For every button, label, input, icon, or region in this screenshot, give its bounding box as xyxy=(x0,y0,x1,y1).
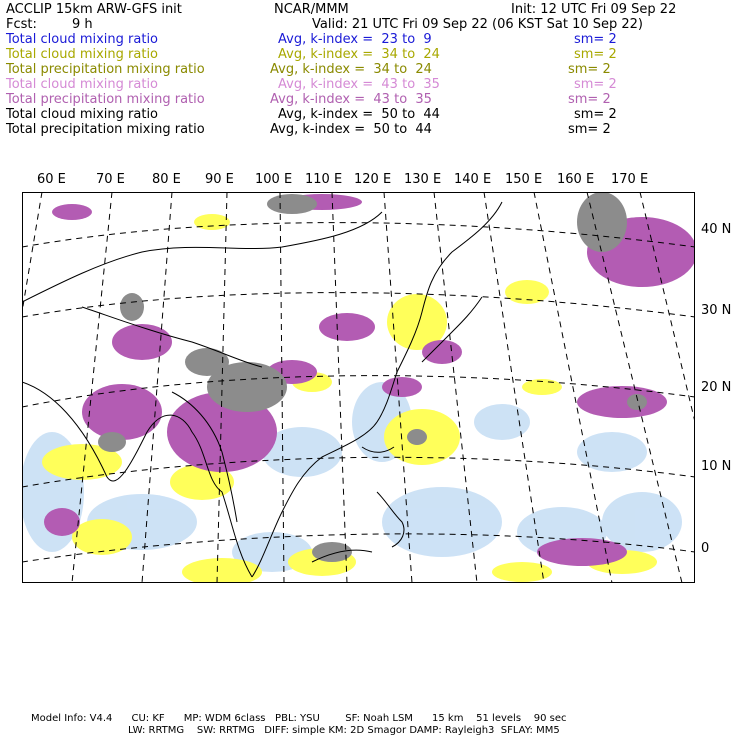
lon-label: 110 E xyxy=(305,172,343,187)
legend-avg: Avg, k-index = 34 to 24 xyxy=(278,47,440,62)
legend-avg: Avg, k-index = 43 to 35 xyxy=(278,77,440,92)
lon-label: 80 E xyxy=(152,172,181,187)
lon-label: 90 E xyxy=(205,172,234,187)
legend-row xyxy=(6,122,736,137)
model-title: ACCLIP 15km ARW-GFS init xyxy=(6,2,182,17)
legend-row xyxy=(6,32,736,47)
model-info-line2: LW: RRTMG SW: RRTMG DIFF: simple KM: 2D Smagor DAMP: Rayleigh3 SFLAY: MM5 xyxy=(128,725,560,736)
lon-label: 170 E xyxy=(611,172,649,187)
legend-row xyxy=(6,77,736,92)
lat-label: 20 N xyxy=(701,380,732,395)
legend-field: Total precipitation mixing ratio xyxy=(6,122,205,137)
lon-label: 70 E xyxy=(96,172,125,187)
map-canvas xyxy=(22,192,695,583)
lon-label: 100 E xyxy=(255,172,293,187)
legend-avg: Avg, k-index = 23 to 9 xyxy=(278,32,432,47)
legend-field: Total cloud mixing ratio xyxy=(6,47,159,62)
model-info-line1: Model Info: V4.4 CU: KF MP: WDM 6class PBL: YSU SF: Noah LSM 15 km 51 levels 90 sec xyxy=(31,713,567,724)
legend-field: Total cloud mixing ratio xyxy=(6,77,159,92)
legend-avg: Avg, k-index = 50 to 44 xyxy=(278,107,440,122)
legend-sm: sm= 2 xyxy=(574,77,617,92)
lat-label: 30 N xyxy=(701,303,732,318)
legend-row xyxy=(6,107,736,122)
lat-label: 40 N xyxy=(701,222,732,237)
legend-sm: sm= 2 xyxy=(568,92,611,107)
lat-label: 10 N xyxy=(701,459,732,474)
legend-sm: sm= 2 xyxy=(574,47,617,62)
legend-avg: Avg, k-index = 43 to 35 xyxy=(270,92,432,107)
lon-label: 160 E xyxy=(557,172,595,187)
org-label: NCAR/MMM xyxy=(274,2,349,17)
legend-sm: sm= 2 xyxy=(574,32,617,47)
lat-label: 0 xyxy=(701,541,710,556)
forecast-hour: 9 h xyxy=(72,17,93,32)
lon-label: 60 E xyxy=(37,172,66,187)
legend-sm: sm= 2 xyxy=(568,62,611,77)
legend-avg: Avg, k-index = 34 to 24 xyxy=(270,62,432,77)
legend-row xyxy=(6,47,736,62)
lon-label: 150 E xyxy=(505,172,543,187)
legend-row xyxy=(6,62,736,77)
legend-row xyxy=(6,92,736,107)
legend-sm: sm= 2 xyxy=(574,107,617,122)
legend-field: Total cloud mixing ratio xyxy=(6,32,159,47)
legend-field: Total precipitation mixing ratio xyxy=(6,62,205,77)
valid-time: Valid: 21 UTC Fri 09 Sep 22 (06 KST Sat 10 Sep 22) xyxy=(312,17,643,32)
legend-sm: sm= 2 xyxy=(568,122,611,137)
lon-label: 140 E xyxy=(454,172,492,187)
forecast-label: Fcst: xyxy=(6,17,37,32)
legend-field: Total cloud mixing ratio xyxy=(6,107,159,122)
lon-label: 130 E xyxy=(404,172,442,187)
legend-field: Total precipitation mixing ratio xyxy=(6,92,205,107)
legend-avg: Avg, k-index = 50 to 44 xyxy=(270,122,432,137)
lon-label: 120 E xyxy=(354,172,392,187)
init-time: Init: 12 UTC Fri 09 Sep 22 xyxy=(511,2,677,17)
